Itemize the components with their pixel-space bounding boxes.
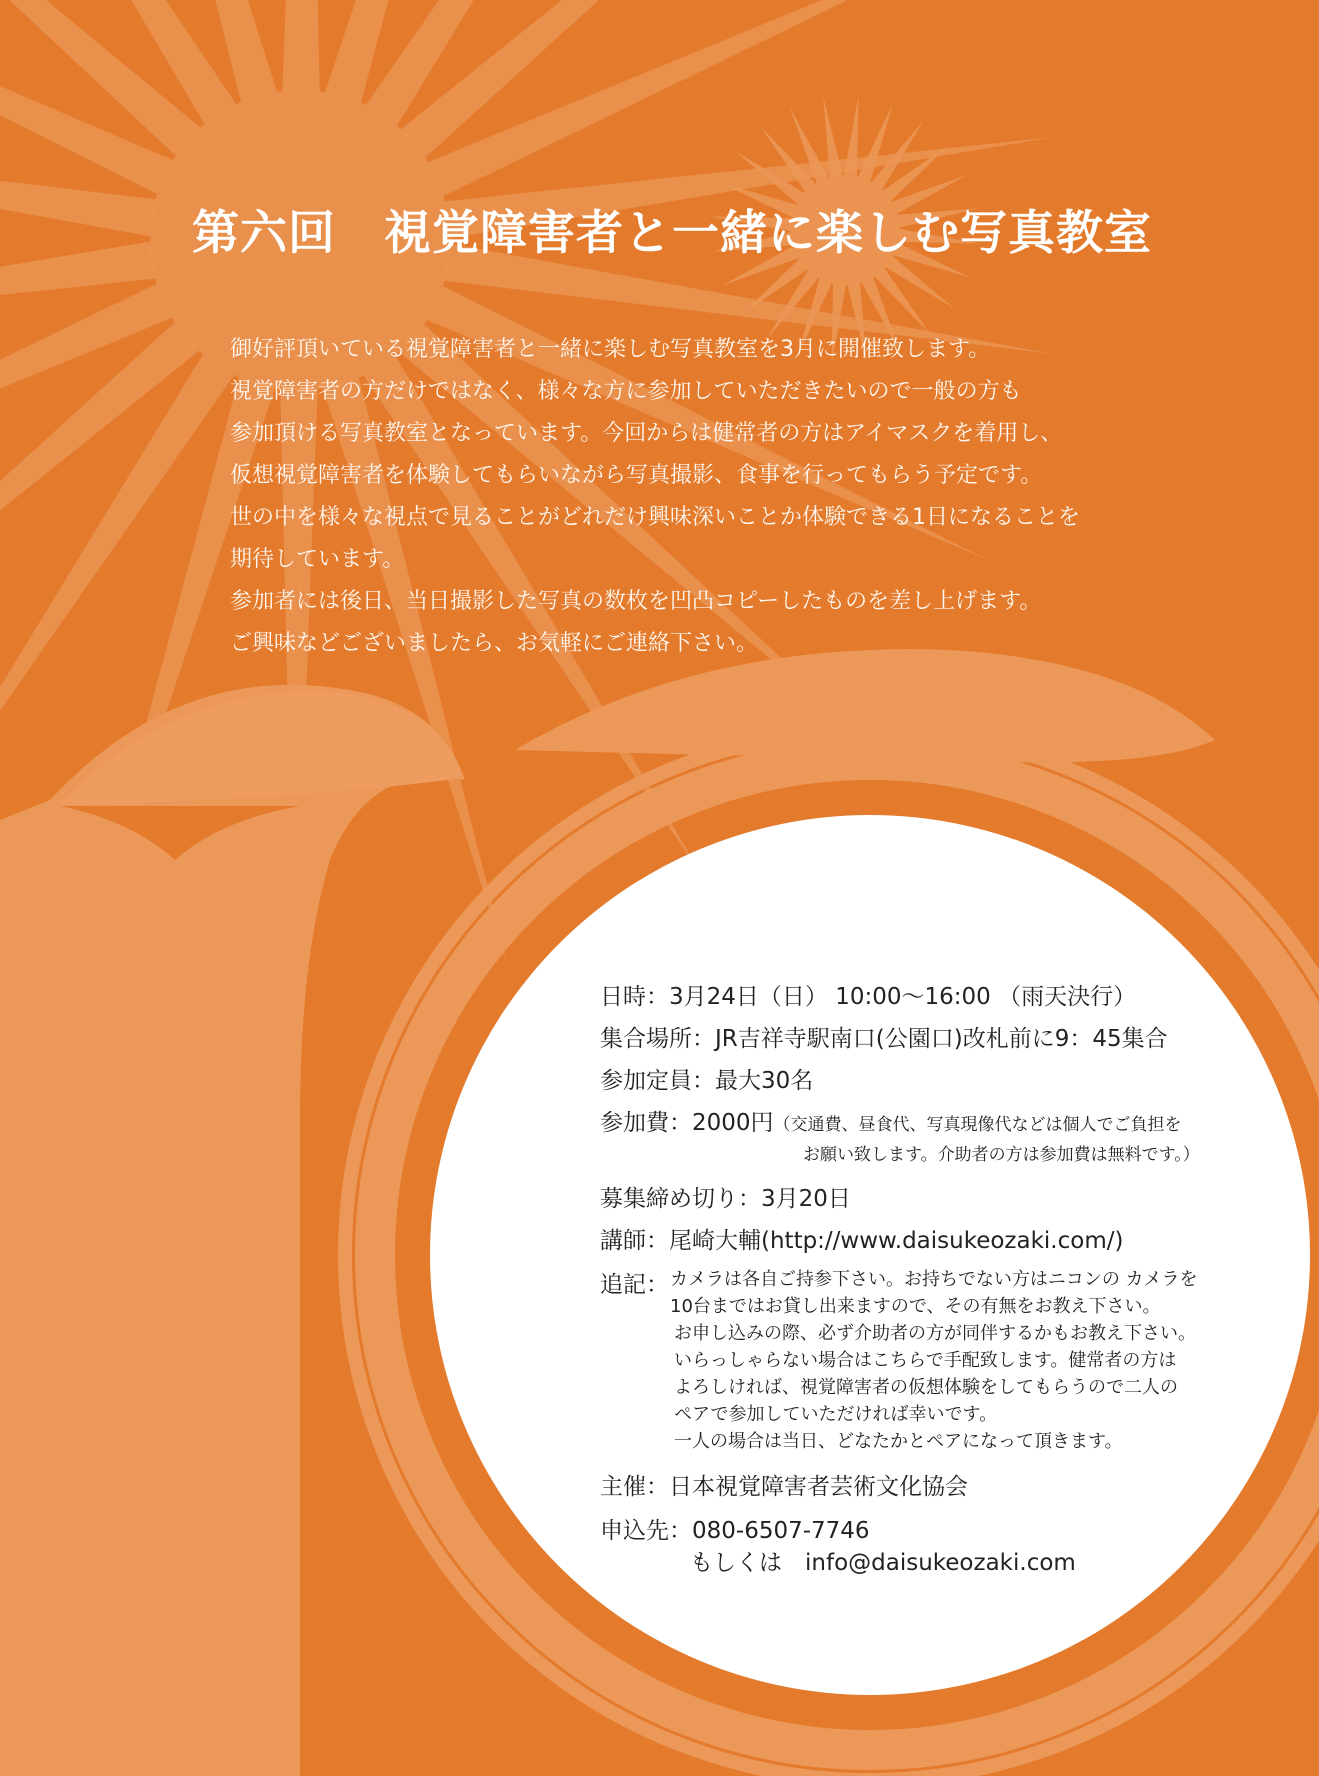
intro-line: 世の中を様々な視点で見ることがどれだけ興味深いことか体験できる1日になることを [230, 505, 1080, 530]
contact-email: もしくは info@daisukeozaki.com [690, 1550, 1076, 1576]
note-label: 追記： [600, 1272, 669, 1298]
fee-note-continued: お願い致します。介助者の方は参加費は無料です。） [803, 1145, 1200, 1165]
deadline: 募集締め切り：3月20日 [600, 1186, 851, 1212]
note-line: よろしければ、視覚障害者の仮想体験をしてもらうので二人の [674, 1377, 1178, 1398]
fee-note: （交通費、昼食代、写真現像代などは個人でご負担を [773, 1115, 1182, 1135]
intro-line: ご興味などございましたら、お気軽にご連絡下さい。 [230, 631, 759, 656]
note-line: 10台まではお貸し出来ますので、その有無をお教え下さい。 [670, 1296, 1161, 1317]
intro-line: 視覚障害者の方だけではなく、様々な方に参加していただきたいので一般の方も [230, 379, 1022, 404]
intro-text [230, 329, 1190, 665]
sun-ray [428, 0, 993, 196]
intro-line: 仮想視覚障害者を体験してもらいながら写真撮影、食事を行ってもらう予定です。 [230, 463, 1043, 488]
sun-ray [886, 257, 955, 309]
page-title: 第六回 視覚障害者と一緒に楽しむ写真教室 [192, 206, 1152, 261]
note-line: いらっしゃらない場合はこちらで手配致します。健常者の方は [674, 1350, 1177, 1371]
note-line: ペアで参加していただければ幸いです。 [674, 1404, 998, 1425]
fee-label: 参加費：2000円 [600, 1110, 774, 1136]
note-line: 一人の場合は当日、どなたかとペアになって頂きます。 [674, 1431, 1123, 1452]
instructor: 講師：尾崎大輔(http://www.daisukeozaki.com/) [600, 1228, 1124, 1254]
capacity: 参加定員：最大30名 [600, 1068, 814, 1094]
intro-line: 御好評頂いている視覚障害者と一緒に楽しむ写真教室を3月に開催致します。 [230, 337, 991, 362]
fee [600, 1104, 1182, 1137]
sun-ray [282, 0, 319, 91]
datetime: 日時：3月24日（日） 10:00〜16:00 （雨天決行） [600, 984, 1137, 1010]
intro-line: 参加頂ける写真教室となっています。今回からは健常者の方はアイマスクを着用し、 [230, 421, 1063, 446]
intro-line: 期待しています。 [230, 547, 405, 572]
sun-ray [844, 96, 858, 177]
intro-line: 参加者には後日、当日撮影した写真の数枚を凹凸コピーしたものを差し上げます。 [230, 589, 1042, 614]
note-line: お申し込みの際、必ず介助者の方が同伴するかもお教え下さい。 [674, 1323, 1196, 1344]
contact-phone: 申込先：080-6507-7746 [600, 1518, 870, 1544]
meeting-place: 集合場所：JR吉祥寺駅南口(公園口)改札前に9：45集合 [600, 1026, 1168, 1052]
note-line: カメラは各自ご持参下さい。お持ちでない方はニコンの カメラを [670, 1269, 1198, 1290]
organizer: 主催：日本視覚障害者芸術文化協会 [600, 1474, 968, 1500]
